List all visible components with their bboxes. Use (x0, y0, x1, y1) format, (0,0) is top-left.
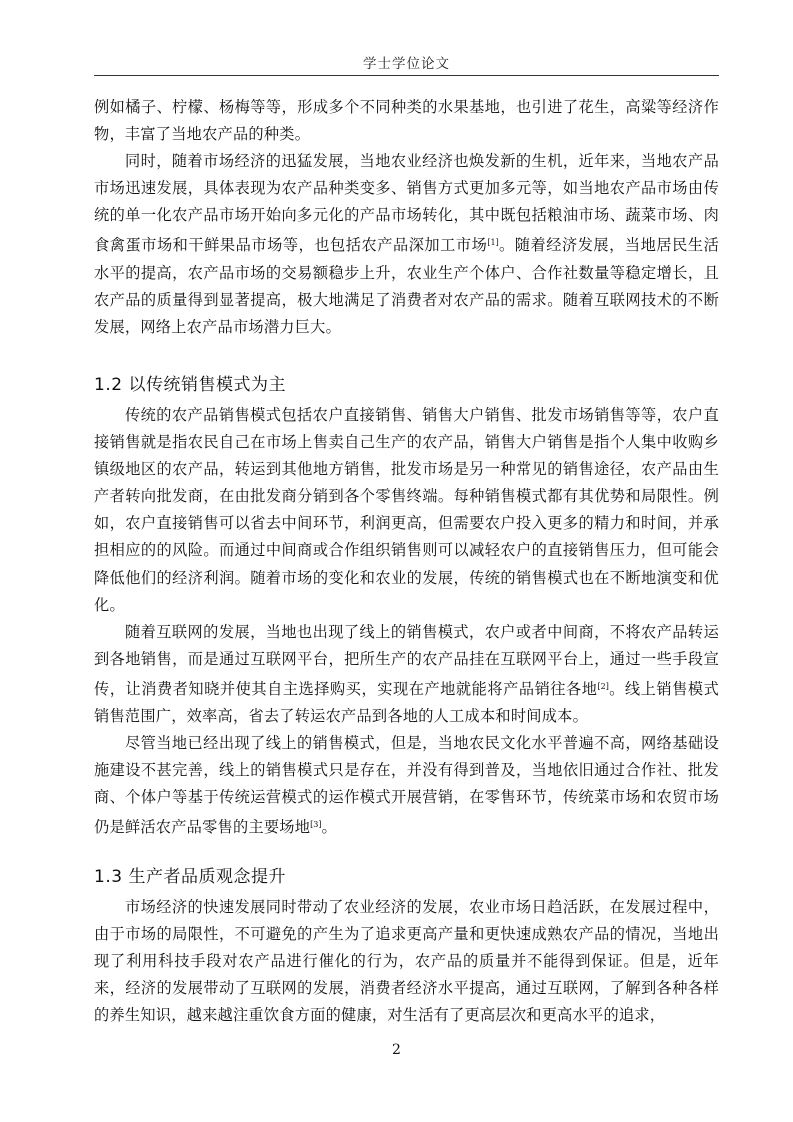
paragraph-text: 随着互联网的发展，当地也出现了线上的销售模式，农户或者中间商，不将农产品转运到各地销售，而是通过互联网平台，把所生产的农产品挂在互联网平台上，通过一些手段宣传，让消费者知晓并使其自主选择购买，实现在产地就能将产品销往各地 (94, 622, 719, 698)
paragraph: 市场经济的快速发展同时带动了农业经济的发展，农业市场日趋活跃，在发展过程中，由于市场的局限性，不可避免的产生为了追求更高产量和更快速成熟农产品的情况，当地出现了利用科技手段对农产品进行催化的行为，农产品的质量并不能得到保证。但是，近年来，经济的发展带动了互联网的发展，消费者经济水平提高，通过互联网，了解到各种各样的养生知识，越来越注重饮食方面的健康，对生活有了更高层次和更高水平的追求， (94, 898, 719, 1025)
paragraph (94, 619, 719, 730)
running-header: 学士学位论文 (363, 56, 450, 72)
section-1-2-text (94, 402, 719, 842)
paragraph: 例如橘子、柠檬、杨梅等等，形成多个不同种类的水果基地，也引进了花生，高粱等经济作物，丰富了当地农产品的种类。 (94, 98, 719, 144)
section-1-3-text (94, 894, 719, 1029)
section-heading: 1.2 以传统销售模式为主 (94, 375, 286, 395)
paragraph (94, 730, 719, 841)
citation-marker: [1] (487, 238, 499, 248)
citation-marker: [2] (597, 681, 609, 691)
paragraph (94, 148, 719, 341)
paragraph-text: 。线上销售模式销售范围广，效率高，省去了转运农产品到各地的人工成本和时间成本。 (94, 679, 720, 726)
page-number: 2 (392, 1042, 401, 1058)
paragraph-text: 。 (321, 818, 337, 837)
paragraph-text: 同时，随着市场经济的迅猛发展，当地农业经济也焕发新的生机，近年来，当地农产品市场迅速发展，具体表现为农产品种类变多、销售方式更加多元等，如当地农产品市场由传统的单一化农产品市场开始向多元化的产品市场转化，其中既包括粮油市场、蔬菜市场、肉食禽蛋市场和干鲜果品市场等，也包括农产品深加工市场 (94, 152, 719, 255)
header-rule (94, 75, 719, 76)
intro-text-block (94, 94, 719, 341)
paragraph-text: 尽管当地已经出现了线上的销售模式，但是，当地农民文化水平普遍不高，网络基础设施建设不甚完善，线上的销售模式只是存在，并没有得到普及，当地依旧通过合作社、批发商、个体户等基于传统运营模式的运作模式开展营销，在零售环节，传统菜市场和农贸市场仍是鲜活农产品零售的主要场地 (94, 734, 719, 837)
section-heading: 1.3 生产者品质观念提升 (94, 867, 286, 887)
paragraph-text: 。随着经济发展，当地居民生活水平的提高，农产品市场的交易额稳步上升，农业生产个体户、合作社数量等稳定增长，且农产品的质量得到显著提高，极大地满足了消费者对农产品的需求。随着互联网技术的不断发展，网络上农产品市场潜力巨大。 (94, 236, 720, 336)
paragraph: 传统的农产品销售模式包括农户直接销售、销售大户销售、批发市场销售等等，农户直接销售就是指农民自己在市场上售卖自己生产的农产品，销售大户销售是指个人集中收购乡镇级地区的农产品，转运到其他地方销售，批发市场是另一种常见的销售途径，农产品由生产者转向批发商，在由批发商分销到各个零售终端。每种销售模式都有其优势和局限性。例如，农户直接销售可以省去中间环节，利润更高，但需要农户投入更多的精力和时间，并承担相应的的风险。而通过中间商或合作组织销售则可以减轻农户的直接销售压力，但可能会降低他们的经济利润。随着市场的变化和农业的发展，传统的销售模式也在不断地演变和优化。 (94, 406, 719, 614)
citation-marker: [3] (310, 820, 322, 830)
